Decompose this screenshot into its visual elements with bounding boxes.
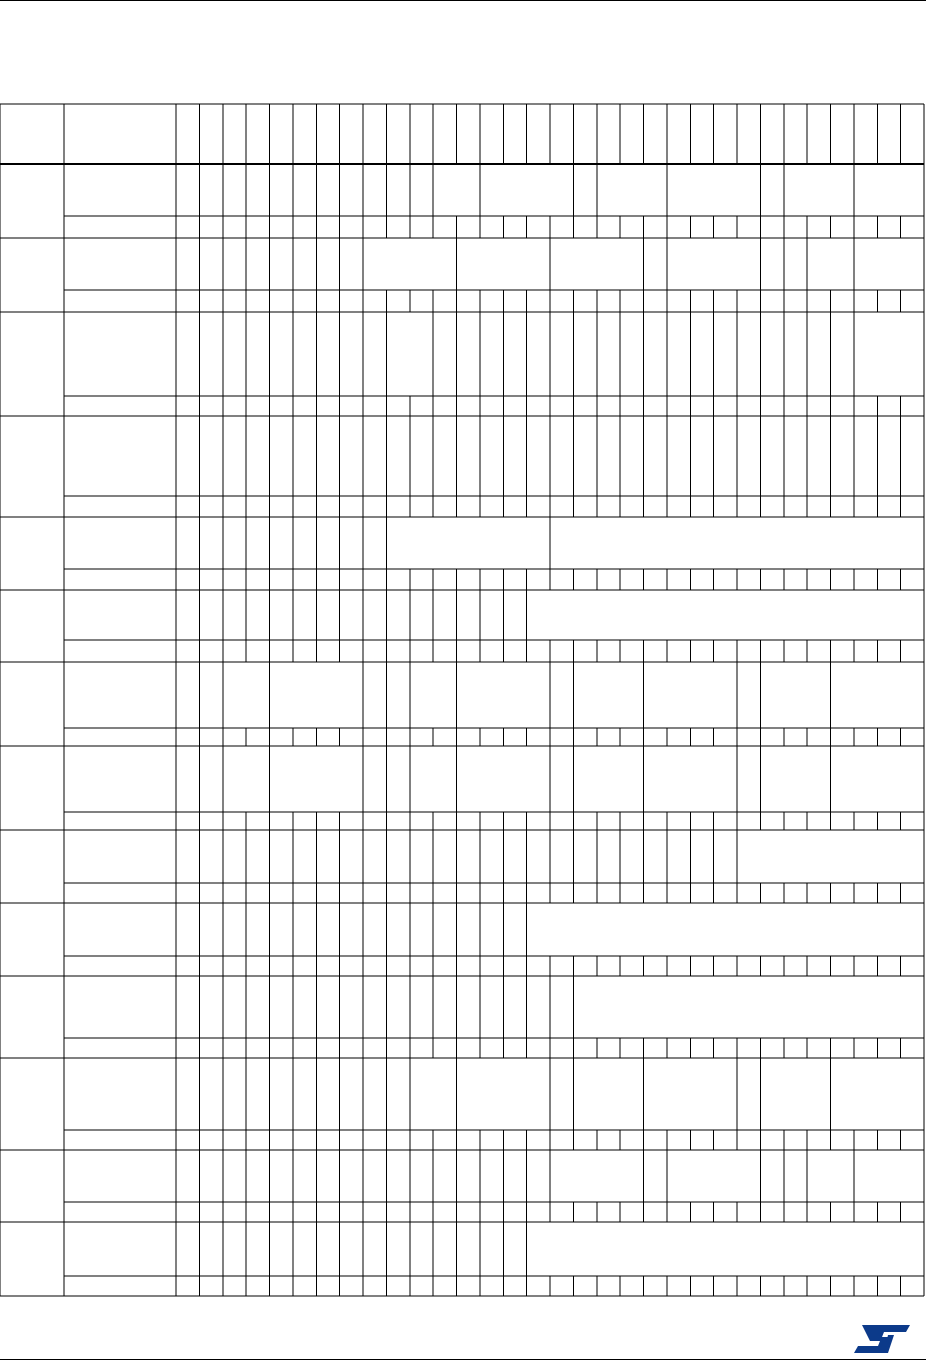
- st-logo-icon: [852, 1323, 912, 1355]
- st-logo-s-shape: [854, 1325, 910, 1353]
- page-bottom-rule: [0, 1359, 926, 1360]
